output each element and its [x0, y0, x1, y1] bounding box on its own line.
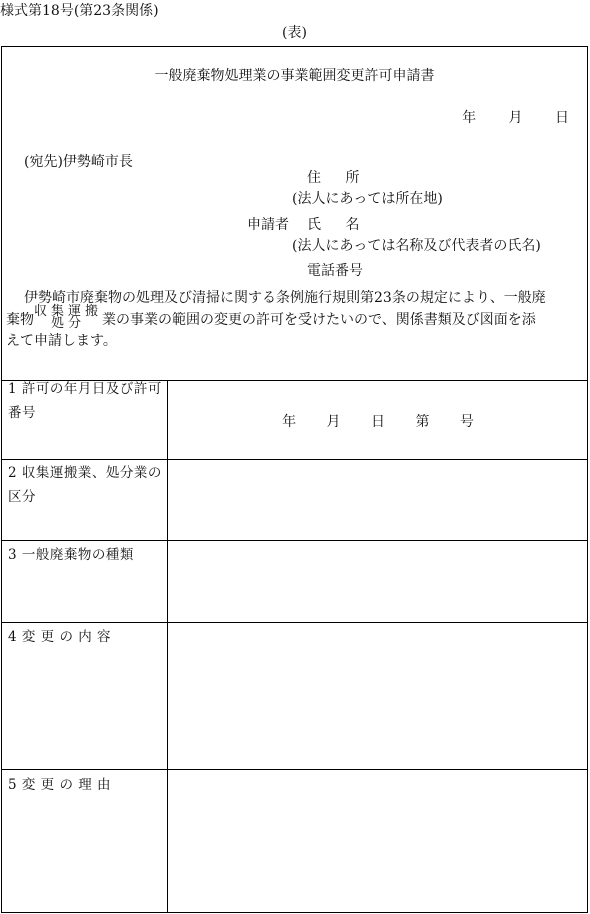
- application-form-frame: [1, 46, 588, 913]
- statement-line-1: 伊勢崎市廃棄物の処理及び清掃に関する条例施行規則第23条の規定により、一般廃: [24, 290, 546, 306]
- row-waste-type-label: 3 一般廃棄物の種類: [8, 547, 134, 563]
- date-line: 年 月 日: [462, 110, 569, 126]
- business-type-choice: [34, 306, 102, 330]
- row-divider: [2, 459, 587, 460]
- applicant-label: 申請者: [247, 217, 289, 233]
- addressee: (宛先)伊勢崎市長: [24, 154, 133, 170]
- choice-collection-transport: 収集運搬: [34, 304, 103, 319]
- address-label: 住 所: [307, 170, 370, 186]
- row-change-reason-label: 5 変 更 の 理 由: [8, 777, 112, 793]
- phone-label: 電話番号: [307, 263, 363, 279]
- row-divider: [2, 622, 587, 623]
- form-title: 一般廃棄物処理業の事業範囲変更許可申請書: [154, 68, 435, 84]
- form-number-label: 様式第18号(第23条関係): [0, 3, 159, 19]
- choice-disposal: 処分: [51, 316, 86, 331]
- statement-line-3: えて申請します。: [6, 333, 117, 349]
- row-permit-date-number-label: 1 許可の年月日及び許可番号: [8, 381, 162, 421]
- permit-date-number-field[interactable]: 年 月 日 第 号: [282, 414, 474, 430]
- row-business-category-label: 2 収集運搬業、処分業の区分: [8, 465, 162, 505]
- row-change-content-label: 4 変 更 の 内 容: [8, 629, 112, 645]
- application-statement: [6, 289, 584, 351]
- row-divider: [2, 540, 587, 541]
- address-note: (法人にあっては所在地): [292, 191, 443, 207]
- row-divider: [2, 769, 587, 770]
- name-note: (法人にあっては名称及び代表者の氏名): [292, 238, 541, 254]
- statement-suffix: 業の事業の範囲の変更の許可を受けたいので、関係書類及び図面を添: [102, 312, 536, 328]
- statement-prefix: 棄物: [6, 312, 34, 328]
- name-label: 氏 名: [307, 217, 370, 233]
- side-label: (表): [282, 25, 307, 41]
- statement-line-2: [6, 304, 584, 332]
